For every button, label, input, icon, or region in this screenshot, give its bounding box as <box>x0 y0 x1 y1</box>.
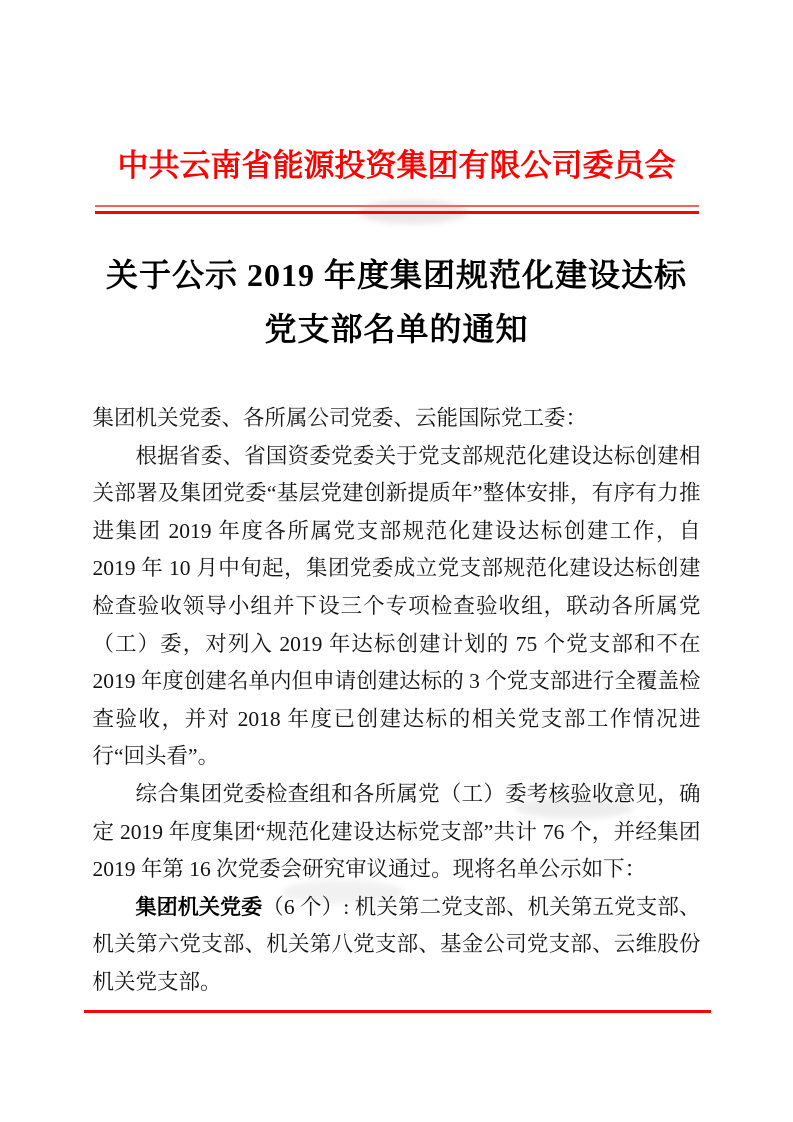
footer-rule <box>84 1010 711 1013</box>
letterhead-double-rule <box>95 205 699 214</box>
committee-branch-list: （6 个）: 机关第二党支部、机关第五党支部、机关第六党支部、机关第八党支部、基金公司党支部、云维股份机关党支部。 <box>92 894 701 994</box>
document-title-line-2: 党支部名单的通知 <box>264 311 529 347</box>
document-title-line-1: 关于公示 2019 年度集团规范化建设达标 <box>105 257 687 293</box>
document-title <box>0 248 793 356</box>
body-paragraph-1: 根据省委、省国资委党委关于党支部规范化建设达标创建相关部署及集团党委“基层党建创新提质年”整体安排，有序有力推进集团 2019 年度各所属党支部规范化建设达标创建工作，自 2019 年 10 月中旬起，集团党委成立党支部规范化建设达标创建检查验收领导小组并下设三个专项检查验收组，联动各所属党（工）委，对列入 2019 年达标创建计划的 75 个党支部和不在 2019 年度创建名单内但申请创建达标的 3 个党支部进行全覆盖检查验收，并对 2018 年度已创建达标的相关党支部工作情况进行“回头看”。 <box>92 443 701 769</box>
body-paragraph-2: 综合集团党委检查组和各所属党（工）委考核验收意见，确定 2019 年度集团“规范化建设达标党支部”共计 76 个，并经集团 2019 年第 16 次党委会研究审议通过。现将名单公示如下： <box>92 781 701 882</box>
body-paragraph-3 <box>93 889 701 1002</box>
salutation-line: 集团机关党委、各所属公司党委、云能国际党工委： <box>92 406 588 430</box>
document-content <box>0 146 793 1002</box>
committee-name-bold: 集团机关党委 <box>135 895 263 919</box>
letterhead-title: 中共云南省能源投资集团有限公司委员会 <box>117 148 676 183</box>
document-body <box>93 400 701 1002</box>
rule-thick-line <box>95 211 699 214</box>
